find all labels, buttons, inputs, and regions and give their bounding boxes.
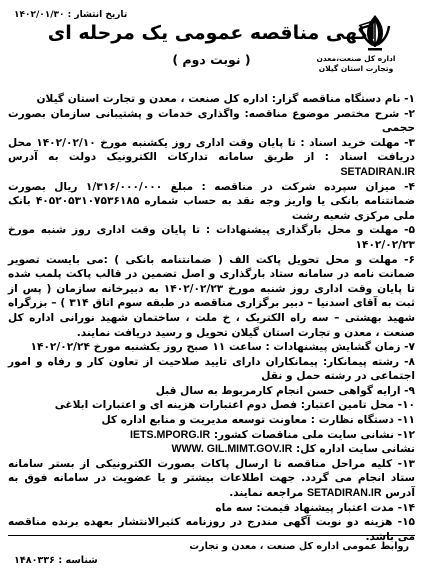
item-2: ۲- شرح مختصر موضوع مناقصه: واگذاری خدمات و پشتیبانی سازمان بصورت حجمی [8, 107, 415, 135]
org-line-1: اداره کل صنعت،معدن [316, 54, 396, 63]
item-10: ۱۰- محل تامین اعتبار: فصل دوم اعتبارات هزینه ای و اعتبارات ابلاغی [54, 399, 415, 412]
setad-url-2: SETADIRAN.IR [306, 487, 382, 500]
setad-url: SETADIRAN.IR [340, 165, 415, 178]
item-12b [8, 442, 415, 457]
item-3 [8, 136, 415, 180]
item-13-text: ۱۳- کلیه مراحل مناقصه تا ارسال پاکات بصورت الکترونیکی از بستر سامانه ستاد انجام می گردد. جهت اطلاعات بیشتر و یا عضویت در سامانه فوق به آدرس [8, 457, 415, 500]
item-13-end: مراجعه نمایند. [229, 487, 304, 500]
gil-url: WWW. GIL.MIMT.GOV.IR [171, 443, 293, 456]
footer [8, 535, 415, 570]
item-6: ۶- مهلت و محل تحویل پاکت الف ( ضمانتنامه بانکی ) :می بایست تصویر ضمانت نامه در سامانه ستاد بارگذاری و اصل تضمین در قالب پاکت پلمب شده تا پایان وقت اداری روز شنبه مورخ ۱۴۰۲/۰۲/۲۳ به دبیرخانه سازمان ( پس از ثبت به آقای اسدنیا – دبیر برگزاری مناقصه در طبقه سوم اتاق ۳۱۴ ) – بزرگراه شهید بهشتی – سه راه الکتریک ، خ ملت ، ساختمان شهید نورانی اداره کل صنعت ، معدن و تجارت استان گیلان تحویل و رسید دریافت نمایند. [8, 253, 415, 339]
item-12-text: ۱۲- نشانی سایت ملی مناقصات کشور: [213, 428, 415, 441]
item-11: ۱۱- دستگاه نظارت : معاونت توسعه مدیریت و منابع اداره کل [101, 414, 415, 427]
item-12b-text: نشانی سایت اداره کل: [296, 443, 415, 456]
notice-id: شناسه : ۱۴۸۰۳۳۶ [14, 555, 98, 566]
item-5: ۵- مهلت و محل بارگذاری پیشنهادات : تا پایان وقت اداری روز شنبه مورخ ۱۴۰۲/۰۲/۲۳ [8, 224, 415, 251]
item-13 [8, 457, 415, 501]
header [8, 6, 415, 92]
public-relations-signature: روابط عمومی اداره کل صنعت ، معدن و تجارت [189, 541, 409, 552]
item-8: ۸- رشته پیمانکار: پیمانکاران دارای تایید صلاحیت از تعاون کار و رفاه و امور اجتماعی در رشته حمل و نقل [8, 355, 415, 383]
item-3-text: ۳- مهلت خرید اسناد : تا پایان وقت اداری روز یکشنبه مورخ ۱۴۰۲/۰۲/۱۰ محل دریافت اسناد : از طریق سامانه تدارکات الکترونیک دولت به آدرس [8, 136, 416, 164]
item-14: ۱۴- مدت اعتبار پیشنهاد قیمت: سه ماه [215, 501, 415, 514]
item-9: ۹- ارایه گواهی حسن انجام کارمربوط به سال قبل [155, 384, 415, 397]
item-12 [8, 428, 415, 443]
publication-date: تاریخ انتشار : ۱۴۰۲/۰۱/۳۰ [14, 10, 128, 20]
item-4: ۴- میزان سپرده شرکت در مناقصه : مبلغ ۱/۳۱۶/۰۰۰/۰۰۰ ریال بصورت ضمانتنامه بانکی یا واریز وجه نقد به حساب شماره ۴۰۵۲۰۵۳۱۰۷۵۳۶۱۸۵ بانک ملی مرکزی شعبه رشت [8, 180, 415, 222]
notice-body [8, 92, 415, 544]
item-7: ۷- زمان گشایش پیشنهادات : ساعت ۱۱ صبح روز یکشنبه مورخ ۱۴۰۲/۰۲/۲۴ [30, 341, 415, 354]
item-15: ۱۵- هزینه دو نوبت آگهی مندرج در روزنامه کثیرالانتشار بعهده برنده مناقصه می باشد. [8, 516, 415, 543]
iets-url: IETS.MPORG.IR [130, 428, 211, 441]
notice-subtitle: ( نوبت دوم ) [172, 52, 251, 67]
org-line-2: وتجارت استان گیلان [318, 64, 394, 73]
item-1: ۱- نام دستگاه مناقصه گزار: اداره کل صنعت ، معدن و تجارت استان گیلان [36, 93, 415, 105]
notice-title: آگهی مناقصه عمومی یک مرحله ای [47, 22, 376, 44]
